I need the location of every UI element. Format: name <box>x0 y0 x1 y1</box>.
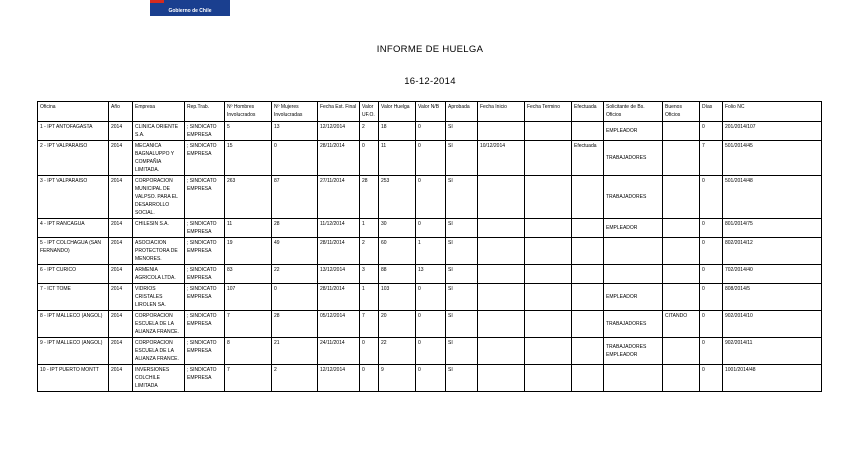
column-header: Folio NC <box>723 102 822 122</box>
logo-text: Gobierno de Chile <box>168 8 212 14</box>
strike-report-table <box>37 101 822 392</box>
table-cell <box>604 365 663 392</box>
table-cell: 2 <box>360 238 379 265</box>
table-cell <box>572 365 604 392</box>
table-cell: 21 <box>272 338 318 365</box>
column-header: Buenos Oficios <box>663 102 700 122</box>
table-cell <box>572 284 604 311</box>
table-row <box>38 219 822 238</box>
table-row <box>38 122 822 141</box>
table-cell <box>478 338 525 365</box>
table-cell <box>572 219 604 238</box>
table-cell: ; SINDICATO EMPRESA <box>185 311 225 338</box>
table-cell: 4 - IPT RANCAGUA <box>38 219 109 238</box>
table-cell: 2014 <box>109 141 133 176</box>
table-cell <box>525 265 572 284</box>
table-cell: 60 <box>379 238 416 265</box>
table-cell <box>663 238 700 265</box>
table-cell: 12/12/2014 <box>318 122 360 141</box>
table-cell: 9 - IPT MALLECO (ANGOL) <box>38 338 109 365</box>
column-header: Nº Hombres Involucrados <box>225 102 272 122</box>
table-cell: 802/2014/12 <box>723 238 822 265</box>
column-header: Nº Mujeres Involucradas <box>272 102 318 122</box>
table-cell: 87 <box>272 176 318 219</box>
table-cell <box>525 338 572 365</box>
table-row <box>38 265 822 284</box>
table-cell: 7 <box>700 141 723 176</box>
table-body <box>38 122 822 392</box>
table-cell: 2014 <box>109 365 133 392</box>
table-cell: 7 <box>225 311 272 338</box>
table-cell <box>478 265 525 284</box>
table-cell <box>478 219 525 238</box>
table-cell <box>478 238 525 265</box>
column-header: Fecha Est. Final <box>318 102 360 122</box>
table-cell: 2014 <box>109 265 133 284</box>
table-cell: 501/2014/48 <box>723 176 822 219</box>
table-cell: TRABAJADORES EMPLEADOR <box>604 338 663 365</box>
table-cell: ; SINDICATO EMPRESA <box>185 265 225 284</box>
table-cell: 6 - IPT CURICO <box>38 265 109 284</box>
table-cell: CORPORACION MUNICIPAL DE VALPSO. PARA EL DESARROLLO SOCIAL. <box>133 176 185 219</box>
table-cell: 05/12/2014 <box>318 311 360 338</box>
table-cell <box>525 238 572 265</box>
table-cell: 11 <box>379 141 416 176</box>
table-cell <box>478 365 525 392</box>
table-cell: 808/2014/5 <box>723 284 822 311</box>
table-cell: 253 <box>379 176 416 219</box>
column-header: Oficina <box>38 102 109 122</box>
table-cell <box>478 122 525 141</box>
column-header: Valor Huelga <box>379 102 416 122</box>
table-row <box>38 141 822 176</box>
table-cell: 30 <box>379 219 416 238</box>
table-cell: 103 <box>379 284 416 311</box>
table-row <box>38 238 822 265</box>
table-cell: 0 <box>700 219 723 238</box>
table-row <box>38 338 822 365</box>
table-cell: 0 <box>416 338 446 365</box>
column-header: Empresa <box>133 102 185 122</box>
column-header: Valor N/B <box>416 102 446 122</box>
table-cell: 8 <box>225 338 272 365</box>
table-cell: 11/12/2014 <box>318 219 360 238</box>
table-cell: 3 - IPT VALPARAISO <box>38 176 109 219</box>
table-cell: 11 <box>225 219 272 238</box>
table-cell <box>572 122 604 141</box>
column-header: Aprobada <box>446 102 478 122</box>
table-cell: TRABAJADORES <box>604 141 663 176</box>
table-cell: 263 <box>225 176 272 219</box>
column-header: Fecha Termino <box>525 102 572 122</box>
table-cell: 2014 <box>109 219 133 238</box>
table-cell: 20 <box>379 311 416 338</box>
table-cell: 28/11/2014 <box>318 238 360 265</box>
table-cell: ; SINDICATO EMPRESA <box>185 176 225 219</box>
logo-flag-accent <box>150 0 164 3</box>
table-cell: 902/2014/10 <box>723 311 822 338</box>
table-cell: 10 - IPT PUERTO MONTT <box>38 365 109 392</box>
table-cell: EMPLEADOR <box>604 122 663 141</box>
table-cell: 5 - IPT COLCHAGUA (SAN FERNANDO) <box>38 238 109 265</box>
table-cell: 702/2014/40 <box>723 265 822 284</box>
table-cell: 201/2014/107 <box>723 122 822 141</box>
column-header: Valor UF.O. <box>360 102 379 122</box>
table-cell: Efectuada <box>572 141 604 176</box>
table-cell: 28/11/2014 <box>318 284 360 311</box>
table-cell <box>525 176 572 219</box>
table-cell <box>663 284 700 311</box>
table-cell: 0 <box>416 365 446 392</box>
table-cell: 22 <box>272 265 318 284</box>
report-date: 16-12-2014 <box>404 76 456 87</box>
table-cell <box>525 219 572 238</box>
table-cell: 2 - IPT VALPARAISO <box>38 141 109 176</box>
table-cell: ASOCIACION PROTECTORA DE MENORES. <box>133 238 185 265</box>
report-title: INFORME DE HUELGA <box>376 44 484 55</box>
table-cell <box>525 122 572 141</box>
table-cell: 0 <box>700 122 723 141</box>
table-cell: 1001/2014/48 <box>723 365 822 392</box>
table-cell: 0 <box>360 338 379 365</box>
table-cell: ; SINDICATO EMPRESA <box>185 238 225 265</box>
table-cell: 0 <box>700 365 723 392</box>
table-cell: 0 <box>700 284 723 311</box>
table-cell <box>572 265 604 284</box>
table-cell: 2 <box>360 122 379 141</box>
table-cell: 902/2014/11 <box>723 338 822 365</box>
table-cell: 2014 <box>109 176 133 219</box>
table-cell: 83 <box>225 265 272 284</box>
table-cell: SI <box>446 176 478 219</box>
column-header: Año <box>109 102 133 122</box>
table-cell: 3 <box>360 265 379 284</box>
table-cell <box>663 122 700 141</box>
table-cell: 0 <box>416 122 446 141</box>
table-cell: 0 <box>700 265 723 284</box>
table-cell: 1 - IPT ANTOFAGASTA <box>38 122 109 141</box>
table-cell: CLINICA ORIENTE S.A. <box>133 122 185 141</box>
table-cell: 8 - IPT MALLECO (ANGOL) <box>38 311 109 338</box>
table-cell: 0 <box>416 284 446 311</box>
table-cell: SI <box>446 265 478 284</box>
table-cell: 7 - ICT TOME <box>38 284 109 311</box>
table-cell: EMPLEADOR <box>604 219 663 238</box>
table-cell: MECANICA BAGNALUPPO Y COMPAÑIA LIMITADA. <box>133 141 185 176</box>
table-cell: TRABAJADORES <box>604 176 663 219</box>
table-cell: 2014 <box>109 311 133 338</box>
column-header: Solicitante de Bs. Oficios <box>604 102 663 122</box>
table-cell: 7 <box>360 311 379 338</box>
table-cell: 28/11/2014 <box>318 141 360 176</box>
table-cell: ; SINDICATO EMPRESA <box>185 122 225 141</box>
table-cell: 2014 <box>109 338 133 365</box>
table-cell: 5 <box>225 122 272 141</box>
table-cell <box>525 365 572 392</box>
table-cell: 12/12/2014 <box>318 365 360 392</box>
table-cell: 19 <box>225 238 272 265</box>
table-cell: CHILESIN S.A. <box>133 219 185 238</box>
table-cell: 501/2014/45 <box>723 141 822 176</box>
table-cell: SI <box>446 311 478 338</box>
table-cell: VIDRIOS CRISTALES LIROLEN SA. <box>133 284 185 311</box>
table-cell <box>604 238 663 265</box>
table-cell: ; SINDICATO EMPRESA <box>185 141 225 176</box>
table-cell: SI <box>446 141 478 176</box>
table-cell <box>572 238 604 265</box>
table-cell: 0 <box>360 365 379 392</box>
table-cell: CITANDO <box>663 311 700 338</box>
table-cell <box>478 176 525 219</box>
table-cell: 18 <box>379 122 416 141</box>
table-cell <box>525 284 572 311</box>
table-cell <box>478 311 525 338</box>
table-cell: 15 <box>225 141 272 176</box>
table-cell: 2 <box>272 365 318 392</box>
table-cell: 0 <box>360 141 379 176</box>
table-cell: ; SINDICATO EMPRESA <box>185 338 225 365</box>
table-cell <box>663 365 700 392</box>
table-cell: 10/12/2014 <box>478 141 525 176</box>
table-cell: 107 <box>225 284 272 311</box>
table-cell <box>663 141 700 176</box>
table-cell: ; SINDICATO EMPRESA <box>185 284 225 311</box>
table-cell: 1 <box>360 284 379 311</box>
table-cell: 27/11/2014 <box>318 176 360 219</box>
table-cell <box>663 265 700 284</box>
table-cell <box>525 311 572 338</box>
table-cell: 7 <box>225 365 272 392</box>
table-cell: 9 <box>379 365 416 392</box>
table-cell <box>663 338 700 365</box>
table-cell: ; SINDICATO EMPRESA <box>185 365 225 392</box>
gobierno-logo <box>150 0 230 16</box>
table-cell <box>572 311 604 338</box>
table-cell: 88 <box>379 265 416 284</box>
column-header: Días <box>700 102 723 122</box>
table-cell: 2014 <box>109 122 133 141</box>
table-cell: 28 <box>360 176 379 219</box>
table-cell <box>572 176 604 219</box>
table-row <box>38 284 822 311</box>
table-cell: 24/11/2014 <box>318 338 360 365</box>
table-cell: 0 <box>700 238 723 265</box>
column-header: Rep.Trab. <box>185 102 225 122</box>
table-cell: 0 <box>700 338 723 365</box>
column-header: Efectuada <box>572 102 604 122</box>
table-cell: TRABAJADORES <box>604 311 663 338</box>
table-cell: ; SINDICATO EMPRESA <box>185 219 225 238</box>
table-cell: 2014 <box>109 284 133 311</box>
table-cell: 0 <box>700 176 723 219</box>
table-cell: 13 <box>272 122 318 141</box>
table-cell: SI <box>446 284 478 311</box>
table-cell: 28 <box>272 311 318 338</box>
table-cell: CORPORACION ESCUELA DE LA ALIANZA FRANCE. <box>133 338 185 365</box>
table-cell <box>663 176 700 219</box>
table-cell: 0 <box>416 141 446 176</box>
table-cell: SI <box>446 238 478 265</box>
table-cell: 0 <box>416 311 446 338</box>
table-cell: SI <box>446 122 478 141</box>
table-row <box>38 365 822 392</box>
table-cell: 0 <box>416 176 446 219</box>
table-cell: EMPLEADOR <box>604 284 663 311</box>
table-cell: 0 <box>272 141 318 176</box>
table-cell <box>604 265 663 284</box>
table-cell <box>478 284 525 311</box>
table-cell: 13/12/2014 <box>318 265 360 284</box>
table-cell <box>525 141 572 176</box>
table-cell: 801/2014/75 <box>723 219 822 238</box>
table-header-row <box>38 102 822 122</box>
table-cell <box>572 338 604 365</box>
table-row <box>38 311 822 338</box>
table-cell: ARMENIA AGRICOLA LTDA. <box>133 265 185 284</box>
table-cell: 13 <box>416 265 446 284</box>
table-cell: SI <box>446 219 478 238</box>
table-cell: 1 <box>416 238 446 265</box>
table-cell: 0 <box>272 284 318 311</box>
table-cell: 22 <box>379 338 416 365</box>
table-cell: 0 <box>416 219 446 238</box>
table-cell: 49 <box>272 238 318 265</box>
table-cell: 0 <box>700 311 723 338</box>
table-cell: 28 <box>272 219 318 238</box>
table-cell: CORPORACION ESCUELA DE LA ALIANZA FRANCE. <box>133 311 185 338</box>
table-row <box>38 176 822 219</box>
table-cell: 2014 <box>109 238 133 265</box>
table-cell: SI <box>446 338 478 365</box>
table-cell <box>663 219 700 238</box>
table-cell: 1 <box>360 219 379 238</box>
column-header: Fecha Inicio <box>478 102 525 122</box>
table-cell: SI <box>446 365 478 392</box>
table-cell: INVERSIONES COLCHILE LIMITADA <box>133 365 185 392</box>
